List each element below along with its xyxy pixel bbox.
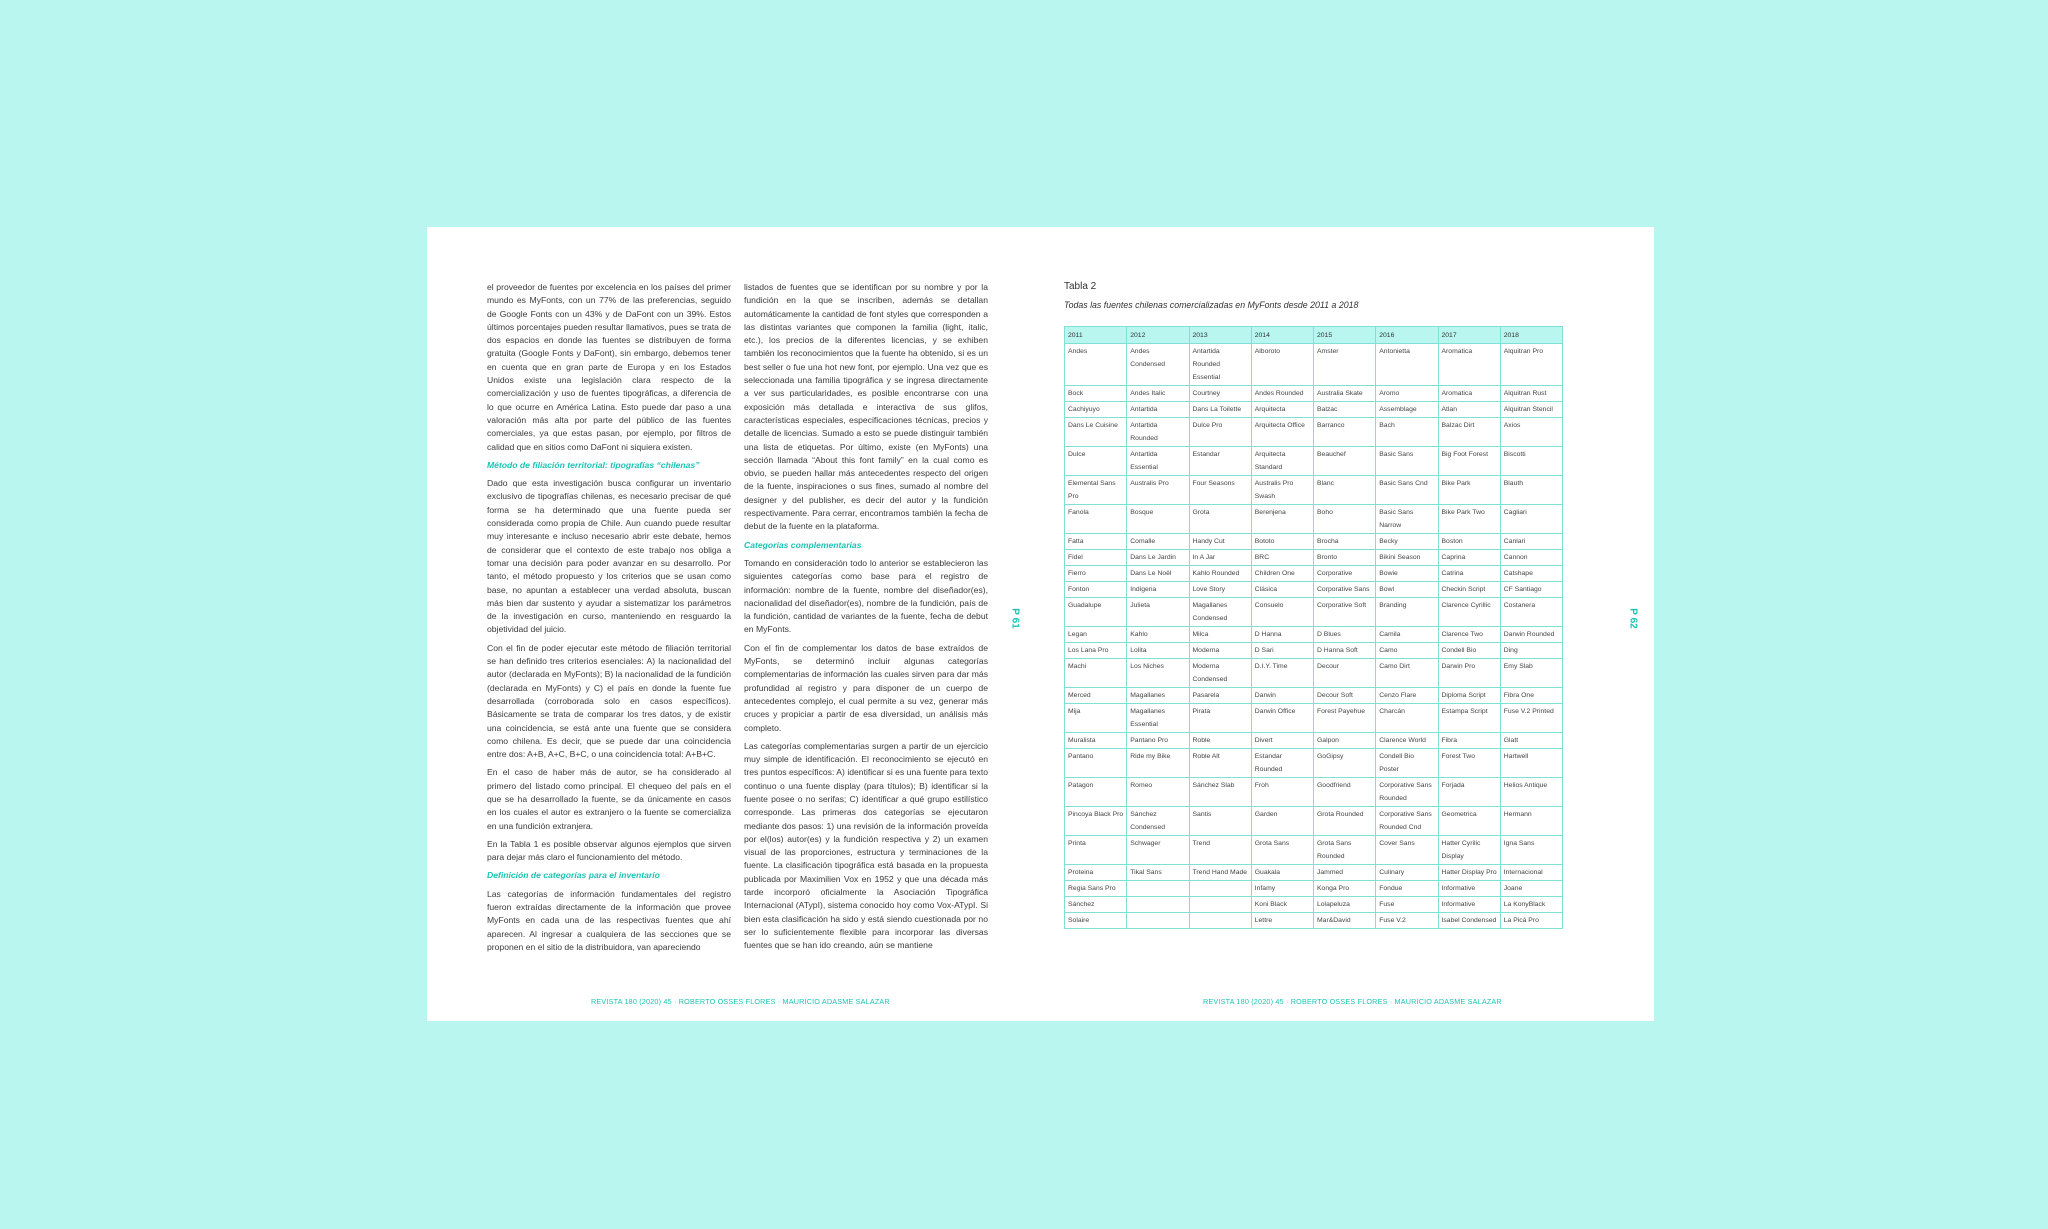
table-row bbox=[1065, 688, 1563, 704]
table-cell: Pirata bbox=[1189, 704, 1251, 733]
table-cell: Alquitran Rust bbox=[1500, 386, 1562, 402]
table-cell: Estandar Rounded bbox=[1251, 749, 1313, 778]
table-cell: Fidel bbox=[1065, 550, 1127, 566]
table-cell: Alboroto bbox=[1251, 344, 1313, 386]
table-cell: Antartida bbox=[1127, 402, 1189, 418]
table-cell: Fuse V.2 Printed bbox=[1500, 704, 1562, 733]
table-cell: Alquitran Stencil bbox=[1500, 402, 1562, 418]
table-cell: Decour bbox=[1314, 659, 1376, 688]
page-footer: REVISTA 180 (2020) 45 · ROBERTO OSSES FLORES · MAURICIO ADASME SALAZAR bbox=[591, 997, 890, 1006]
table-cell: Infamy bbox=[1251, 881, 1313, 897]
table-cell: Hartwell bbox=[1500, 749, 1562, 778]
table-cell: Fibra bbox=[1438, 733, 1500, 749]
column-header: 2011 bbox=[1065, 327, 1127, 344]
table-cell: Fondue bbox=[1376, 881, 1438, 897]
table-cell: Proteina bbox=[1065, 865, 1127, 881]
table-cell: Hatter Display Pro bbox=[1438, 865, 1500, 881]
table-cell: Diploma Script bbox=[1438, 688, 1500, 704]
paragraph: Con el fin de poder ejecutar este método de filiación territorial se han definido tres criterios esenciales: A) la nacionalidad del autor (declarada en MyFonts); B) la nacionalidad de la fundición (declarada en MyFonts) y C) el país en donde la fuente fue desarrollada (corroborada solo en casos específicos). Básicamente se trata de comparar los tres datos, y de existir una coincidencia, se está ante una fuente que se considera como chilena. Es decir, que se puede dar una coincidencia entre dos: A+B, A+C, B+C, o una coincidencia total: A+B+C. bbox=[487, 642, 731, 760]
table-cell: Froh bbox=[1251, 778, 1313, 807]
table-cell: Andes Rounded bbox=[1251, 386, 1313, 402]
table-cell: Decour Soft bbox=[1314, 688, 1376, 704]
table-cell: Konga Pro bbox=[1314, 881, 1376, 897]
table-cell: Consuelo bbox=[1251, 598, 1313, 627]
table-cell: Tikal Sans bbox=[1127, 865, 1189, 881]
table-cell: Bike Park bbox=[1438, 476, 1500, 505]
table-cell: Alquitran Pro bbox=[1500, 344, 1562, 386]
table-cell: Grota Sans bbox=[1251, 836, 1313, 865]
table-row bbox=[1065, 749, 1563, 778]
column-header: 2018 bbox=[1500, 327, 1562, 344]
table-row bbox=[1065, 582, 1563, 598]
table-cell: Andes Italic bbox=[1127, 386, 1189, 402]
table-cell: Los Niches bbox=[1127, 659, 1189, 688]
table-row bbox=[1065, 865, 1563, 881]
table-cell: Courtney bbox=[1189, 386, 1251, 402]
table-cell: D Blues bbox=[1314, 627, 1376, 643]
table-cell: Los Lana Pro bbox=[1065, 643, 1127, 659]
table-cell: Fuse bbox=[1376, 897, 1438, 913]
table-cell: Darwin Pro bbox=[1438, 659, 1500, 688]
table-cell: Catrina bbox=[1438, 566, 1500, 582]
table-cell: Cagliari bbox=[1500, 505, 1562, 534]
table-cell: Brocha bbox=[1314, 534, 1376, 550]
table-cell: Boston bbox=[1438, 534, 1500, 550]
table-row bbox=[1065, 386, 1563, 402]
table-cell: Patagon bbox=[1065, 778, 1127, 807]
table-cell: Machi bbox=[1065, 659, 1127, 688]
table-cell bbox=[1127, 913, 1189, 929]
table-cell: Helios Antique bbox=[1500, 778, 1562, 807]
table-cell: Mar&David bbox=[1314, 913, 1376, 929]
table-cell: D Hanna Soft bbox=[1314, 643, 1376, 659]
page-number: P 61 bbox=[1009, 608, 1021, 629]
table-cell: Love Story bbox=[1189, 582, 1251, 598]
table-cell: Clásica bbox=[1251, 582, 1313, 598]
table-cell: Becky bbox=[1376, 534, 1438, 550]
table-cell: Koni Black bbox=[1251, 897, 1313, 913]
table-cell: Estampa Script bbox=[1438, 704, 1500, 733]
table-cell: Branding bbox=[1376, 598, 1438, 627]
table-cell: Divert bbox=[1251, 733, 1313, 749]
magazine-spread bbox=[427, 227, 1654, 1021]
table-cell: Camo Dirt bbox=[1376, 659, 1438, 688]
table-cell: Emy Slab bbox=[1500, 659, 1562, 688]
table-cell: Basic Sans Cnd bbox=[1376, 476, 1438, 505]
table-row bbox=[1065, 836, 1563, 865]
table-cell: Darwin Office bbox=[1251, 704, 1313, 733]
table-cell: Informative bbox=[1438, 897, 1500, 913]
table-cell: Kahlo Rounded bbox=[1189, 566, 1251, 582]
paragraph: Dado que esta investigación busca configurar un inventario exclusivo de tipografías chilenas, es necesario precisar de qué forma se ha determinado que una fuente pueda ser considerada como propia de Chile. Aun cuando puede resultar muy interesante e incluso necesario abrir este debate, hemos de considerar que el contexto de este trabajo nos obliga a tomar una decisión para poder avanzar en su desarrollo. Por tanto, el método propuesto y los criterios que se usan como base, no apuntan a establecer una verdad absoluta, buscan más bien dar sustento y ayudar a sistematizar los parámetros de la investigación en curso, manteniendo en resguardo la objetividad del juicio. bbox=[487, 478, 731, 635]
table-row bbox=[1065, 598, 1563, 627]
table-cell: Trend Hand Made bbox=[1189, 865, 1251, 881]
table-cell: Merced bbox=[1065, 688, 1127, 704]
table-cell: Forest Payehue bbox=[1314, 704, 1376, 733]
table-row bbox=[1065, 627, 1563, 643]
table-cell: Beauchef bbox=[1314, 447, 1376, 476]
table-cell: Dans Le Noël bbox=[1127, 566, 1189, 582]
table-cell: Blauth bbox=[1500, 476, 1562, 505]
paragraph: Las categorías de información fundamentales del registro fueron extraídas directamente de la información que provee MyFonts en cada una de las respectivas fuentes que ahí aparecen. Al ingresar a cualquiera de las secciones que se proponen en el sitio de la distribuidora, van apareciendo bbox=[487, 888, 731, 952]
table-cell: Balzac Dirt bbox=[1438, 418, 1500, 447]
table-cell: Fibra One bbox=[1500, 688, 1562, 704]
table-cell: Ride my Bike bbox=[1127, 749, 1189, 778]
table-row bbox=[1065, 659, 1563, 688]
table-cell bbox=[1127, 881, 1189, 897]
table-cell: Assemblage bbox=[1376, 402, 1438, 418]
table-cell: Darwin Rounded bbox=[1500, 627, 1562, 643]
table-cell: CF Santiago bbox=[1500, 582, 1562, 598]
table-cell: Bototo bbox=[1251, 534, 1313, 550]
page-61 bbox=[427, 227, 1041, 1021]
table-cell: Condell Bio Poster bbox=[1376, 749, 1438, 778]
table-cell: Bronto bbox=[1314, 550, 1376, 566]
table-cell: Goodfriend bbox=[1314, 778, 1376, 807]
table-cell: Printa bbox=[1065, 836, 1127, 865]
paragraph: En el caso de haber más de autor, se ha considerado al primero del listado como principal. El chequeo del país en el que se ha desarrollado la fuente, se da únicamente en casos en los cuales el autor es extranjero o la fuente se comercializa en una fundición extranjera. bbox=[487, 767, 731, 831]
table-cell: Guakala bbox=[1251, 865, 1313, 881]
table-cell: Andes bbox=[1065, 344, 1127, 386]
table-cell: Hatter Cyrilic Display bbox=[1438, 836, 1500, 865]
table-cell: Lettre bbox=[1251, 913, 1313, 929]
table-cell: Grota bbox=[1189, 505, 1251, 534]
table-cell: Checkin Script bbox=[1438, 582, 1500, 598]
paragraph: Las categorías complementarias surgen a partir de un ejercicio muy simple de identificación. El reconocimiento se ejecutó en tres puntos específicos: A) identificar si es una fuente para texto continuo o una fuente display (para títulos); B) identificar si la fuente posee o no serifas; C) identificar a qué grupo estilístico corresponde. Las primeras dos categorías se ejecutaron mediante dos pasos: 1) una revisión de la información proveída por el(los) autor(es) y la fundición respectiva y 2) un examen visual de las proporciones, estructura y terminaciones de la fuente. La clasificación tipográfica está basada en la propuesta publicada por Maximilien Vox en 1952 y que una década más tarde incorporó oficialmente la Asociación Tipográfica Internacional (ATypI), sistema conocido hoy como Vox-ATypI. Si bien esta clasificación ha sido y está siendo cuestionada por no ser lo suficientemente flexible para incorporar las diversas fuentes que se han ido creando, aún se mantiene bbox=[744, 740, 988, 951]
table-cell: Axios bbox=[1500, 418, 1562, 447]
table-cell: Mija bbox=[1065, 704, 1127, 733]
table-cell: Charcán bbox=[1376, 704, 1438, 733]
table-row bbox=[1065, 566, 1563, 582]
table-cell: D Sari bbox=[1251, 643, 1313, 659]
table-cell: Big Foot Forest bbox=[1438, 447, 1500, 476]
table-cell: Bowl bbox=[1376, 582, 1438, 598]
page-footer: REVISTA 180 (2020) 45 · ROBERTO OSSES FLORES · MAURICIO ADASME SALAZAR bbox=[1203, 997, 1502, 1006]
table-cell: Pincoya Black Pro bbox=[1065, 807, 1127, 836]
table-cell: Igna Sans bbox=[1500, 836, 1562, 865]
table-cell: Forest Two bbox=[1438, 749, 1500, 778]
table-cell: Camo bbox=[1376, 643, 1438, 659]
table-cell: Sánchez bbox=[1065, 897, 1127, 913]
table-cell: Costanera bbox=[1500, 598, 1562, 627]
table-row bbox=[1065, 344, 1563, 386]
table-cell: Roble bbox=[1189, 733, 1251, 749]
table-cell: Biscotti bbox=[1500, 447, 1562, 476]
table-row bbox=[1065, 897, 1563, 913]
table-cell: Barranco bbox=[1314, 418, 1376, 447]
table-cell: Arquitecta Standard bbox=[1251, 447, 1313, 476]
table-cell: Aromatica bbox=[1438, 386, 1500, 402]
table-row bbox=[1065, 447, 1563, 476]
table-cell: Kahlo bbox=[1127, 627, 1189, 643]
table-cell: Dulce bbox=[1065, 447, 1127, 476]
column-header: 2017 bbox=[1438, 327, 1500, 344]
table-cell: Corporative Sans Rounded Cnd bbox=[1376, 807, 1438, 836]
table-cell: GoGipsy bbox=[1314, 749, 1376, 778]
table-cell: Roble Alt bbox=[1189, 749, 1251, 778]
table-row bbox=[1065, 733, 1563, 749]
table-cell: Garden bbox=[1251, 807, 1313, 836]
table-cell: Basic Sans Narrow bbox=[1376, 505, 1438, 534]
table-row bbox=[1065, 913, 1563, 929]
table-cell: Forjada bbox=[1438, 778, 1500, 807]
table-row bbox=[1065, 778, 1563, 807]
table-cell: Dans Le Jardin bbox=[1127, 550, 1189, 566]
table-cell: Fierro bbox=[1065, 566, 1127, 582]
table-row bbox=[1065, 534, 1563, 550]
table-cell: Catshape bbox=[1500, 566, 1562, 582]
table-row bbox=[1065, 550, 1563, 566]
table-cell: Antonietta bbox=[1376, 344, 1438, 386]
table-cell: In A Jar bbox=[1189, 550, 1251, 566]
table-label: Tabla 2 bbox=[1064, 281, 1097, 292]
table-cell: Fuse V.2 bbox=[1376, 913, 1438, 929]
table-cell: Moderna Condensed bbox=[1189, 659, 1251, 688]
table-row bbox=[1065, 807, 1563, 836]
table-cell: Cannon bbox=[1500, 550, 1562, 566]
table-cell: Pantano Pro bbox=[1127, 733, 1189, 749]
page-number: P 62 bbox=[1627, 608, 1639, 629]
table-cell: Dans Le Cuisine bbox=[1065, 418, 1127, 447]
table-cell: Condell Bio bbox=[1438, 643, 1500, 659]
table-cell: Galpon bbox=[1314, 733, 1376, 749]
table-caption: Todas las fuentes chilenas comercializadas en MyFonts desde 2011 a 2018 bbox=[1064, 300, 1359, 310]
table-cell: Balzac bbox=[1314, 402, 1376, 418]
table-cell: D Hanna bbox=[1251, 627, 1313, 643]
page-62 bbox=[1041, 227, 1654, 1021]
table-cell: Culinary bbox=[1376, 865, 1438, 881]
table-cell: Bike Park Two bbox=[1438, 505, 1500, 534]
table-cell bbox=[1189, 881, 1251, 897]
table-cell: Corporative Soft bbox=[1314, 598, 1376, 627]
table-cell: Corporative bbox=[1314, 566, 1376, 582]
table-cell: Grota Sans Rounded bbox=[1314, 836, 1376, 865]
table-row bbox=[1065, 881, 1563, 897]
text-column-1 bbox=[487, 281, 731, 959]
table-cell: Sánchez Slab bbox=[1189, 778, 1251, 807]
table-cell: Handy Cut bbox=[1189, 534, 1251, 550]
table-cell: Antartida Essential bbox=[1127, 447, 1189, 476]
column-header: 2012 bbox=[1127, 327, 1189, 344]
table-cell: Fonton bbox=[1065, 582, 1127, 598]
table-cell: Fanola bbox=[1065, 505, 1127, 534]
table-cell: Cover Sans bbox=[1376, 836, 1438, 865]
column-header: 2015 bbox=[1314, 327, 1376, 344]
table-cell: D.I.Y. Time bbox=[1251, 659, 1313, 688]
table-cell: Lolita bbox=[1127, 643, 1189, 659]
table-cell: Darwin bbox=[1251, 688, 1313, 704]
table-row bbox=[1065, 418, 1563, 447]
table-cell: Indigena bbox=[1127, 582, 1189, 598]
table-cell: Pantano bbox=[1065, 749, 1127, 778]
table-cell: Sánchez Condensed bbox=[1127, 807, 1189, 836]
table-cell: Internacional bbox=[1500, 865, 1562, 881]
table-cell: Milca bbox=[1189, 627, 1251, 643]
table-cell: Atlan bbox=[1438, 402, 1500, 418]
table-cell: Amster bbox=[1314, 344, 1376, 386]
table-cell: Caprina bbox=[1438, 550, 1500, 566]
table-cell: Geometrica bbox=[1438, 807, 1500, 836]
table-cell: Cachiyuyo bbox=[1065, 402, 1127, 418]
table-cell: Basic Sans bbox=[1376, 447, 1438, 476]
table-cell: Bach bbox=[1376, 418, 1438, 447]
table-cell: Isabel Condensed bbox=[1438, 913, 1500, 929]
table-cell: Romeo bbox=[1127, 778, 1189, 807]
table-cell: Dulce Pro bbox=[1189, 418, 1251, 447]
section-heading: Categorías complementarias bbox=[744, 539, 862, 550]
table-cell: Corporative Sans bbox=[1314, 582, 1376, 598]
table-cell: Lolapeluza bbox=[1314, 897, 1376, 913]
table-cell: Guadalupe bbox=[1065, 598, 1127, 627]
table-cell: Australis Pro Swash bbox=[1251, 476, 1313, 505]
table-cell: Magallanes Condensed bbox=[1189, 598, 1251, 627]
table-cell: Schwager bbox=[1127, 836, 1189, 865]
table-row bbox=[1065, 643, 1563, 659]
table-cell: BRC bbox=[1251, 550, 1313, 566]
table-cell: Australis Pro bbox=[1127, 476, 1189, 505]
table-cell: Clarence Cyrillic bbox=[1438, 598, 1500, 627]
table-cell: Legan bbox=[1065, 627, 1127, 643]
table-cell: Children One bbox=[1251, 566, 1313, 582]
table-cell: Santis bbox=[1189, 807, 1251, 836]
table-cell: Solaire bbox=[1065, 913, 1127, 929]
table-cell: Trend bbox=[1189, 836, 1251, 865]
table-row bbox=[1065, 505, 1563, 534]
table-cell: Glatt bbox=[1500, 733, 1562, 749]
table-cell: Arquitecta Office bbox=[1251, 418, 1313, 447]
table-cell: Camila bbox=[1376, 627, 1438, 643]
paragraph: listados de fuentes que se identifican por su nombre y por la fundición en la que se inscriben, además se detallan automáticamente la cantidad de font styles que corresponden a las distintas variantes que componen la familia (light, italic, etc.), los precios de la diferentes licencias, y se exhiben también los reconocimientos que la fuente ha obtenido, si es un best seller o fue una hot new font, por ejemplo. Una vez que es seleccionada una familia tipográfica y se ingresa directamente a ver sus particularidades, es posible encontrarse con una exposición más detallada e interactiva de sus glifos, características especiales, especificaciones técnicas, precios y detalle de licencias. Sumado a esto se puede distinguir también una lista de etiquetas. Por último, existe (en MyFonts) una sección llamada “About this font family” en la cual como es obvio, se pueden hallar más antecedentes respecto del origen de la fuente, inspiraciones o sus fines, sumado al nombre del designer y del publisher, es decir del autor y la fundición respectivamente. Para cerrar, encontramos también la fecha de debut de la fuente en la plataforma. bbox=[744, 282, 988, 532]
table-cell: Moderna bbox=[1189, 643, 1251, 659]
table-cell: Aromo bbox=[1376, 386, 1438, 402]
table-cell: Blanc bbox=[1314, 476, 1376, 505]
table-cell: Elemental Sans Pro bbox=[1065, 476, 1127, 505]
table-cell: Andes Condensed bbox=[1127, 344, 1189, 386]
column-header: 2013 bbox=[1189, 327, 1251, 344]
section-heading: Método de filiación territorial: tipografías “chilenas” bbox=[487, 459, 700, 470]
table-header-row bbox=[1065, 327, 1563, 344]
chilean-fonts-table bbox=[1064, 326, 1563, 929]
paragraph: En la Tabla 1 es posible observar algunos ejemplos que sirven para dejar más claro el funcionamiento del método. bbox=[487, 838, 731, 863]
table-cell: Antartida Rounded Essential bbox=[1189, 344, 1251, 386]
table-cell: Canlari bbox=[1500, 534, 1562, 550]
table-cell: Joane bbox=[1500, 881, 1562, 897]
table-cell: Fatta bbox=[1065, 534, 1127, 550]
table-cell: Magallanes Essential bbox=[1127, 704, 1189, 733]
table-cell: Four Seasons bbox=[1189, 476, 1251, 505]
table-row bbox=[1065, 476, 1563, 505]
table-row bbox=[1065, 704, 1563, 733]
table-cell: Australia Skate bbox=[1314, 386, 1376, 402]
table-cell: Bikini Season bbox=[1376, 550, 1438, 566]
column-header: 2014 bbox=[1251, 327, 1313, 344]
table-cell: Antartida Rounded bbox=[1127, 418, 1189, 447]
table-row bbox=[1065, 402, 1563, 418]
paragraph: el proveedor de fuentes por excelencia en los países del primer mundo es MyFonts, con un 77% de las preferencias, seguido de Google Fonts con un 43% y de DaFont con un 39%. Estos últimos porcentajes pueden resultar llamativos, pues se trata de dos espacios en donde las fuentes se distribuyen de forma gratuita (Google Fonts y DaFont), sin embargo, debemos tener en cuenta que en gran parte de Europa y en los Estados Unidos existe una legislación clara respecto de la comercialización y uso de fuentes tipográficas, a diferencia de lo que ocurre en América Latina. Esto puede dar paso a una valoración más alta por parte del público de las fuentes comerciales, ya que estas pasan, por ejemplo, por filtros de calidad que en sitios como DaFont ni siquiera existen. bbox=[487, 282, 731, 452]
table-cell: Magallanes bbox=[1127, 688, 1189, 704]
table-cell: Clarence World bbox=[1376, 733, 1438, 749]
table-cell: Hermann bbox=[1500, 807, 1562, 836]
table-cell: Ding bbox=[1500, 643, 1562, 659]
table-cell: Jammed bbox=[1314, 865, 1376, 881]
table-cell: Boho bbox=[1314, 505, 1376, 534]
table-cell: Comalle bbox=[1127, 534, 1189, 550]
table-cell: La KonyBlack bbox=[1500, 897, 1562, 913]
table-cell: Aromatica bbox=[1438, 344, 1500, 386]
table-cell: Clarence Two bbox=[1438, 627, 1500, 643]
table-cell: Corporative Sans Rounded bbox=[1376, 778, 1438, 807]
table-cell bbox=[1127, 897, 1189, 913]
table-cell: Muralista bbox=[1065, 733, 1127, 749]
table-cell: La Picá Pro bbox=[1500, 913, 1562, 929]
table-cell bbox=[1189, 897, 1251, 913]
paragraph: Tomando en consideración todo lo anterior se establecieron las siguientes categorías como base para el registro de información: nombre de la fuente, nombre del diseñador(es), nacionalidad del diseñador(es), nombre de la fundición, país de la fundición, cantidad de variantes de la fuente, fecha de debut en MyFonts. bbox=[744, 557, 988, 635]
table-cell: Arquitecta bbox=[1251, 402, 1313, 418]
table-cell: Grota Rounded bbox=[1314, 807, 1376, 836]
table-cell: Bock bbox=[1065, 386, 1127, 402]
table-cell: Berenjena bbox=[1251, 505, 1313, 534]
table-cell: Cenzo Flare bbox=[1376, 688, 1438, 704]
column-header: 2016 bbox=[1376, 327, 1438, 344]
table-cell: Estandar bbox=[1189, 447, 1251, 476]
table-cell: Bosque bbox=[1127, 505, 1189, 534]
table-cell: Julieta bbox=[1127, 598, 1189, 627]
section-heading: Definición de categorías para el inventario bbox=[487, 870, 660, 881]
table-cell: Bowie bbox=[1376, 566, 1438, 582]
table-cell: Regia Sans Pro bbox=[1065, 881, 1127, 897]
table-cell: Dans La Toilette bbox=[1189, 402, 1251, 418]
paragraph: Con el fin de complementar los datos de base extraídos de MyFonts, se determinó incluir algunas categorías complementarias de información las cuales sirven para dar más profundidad al registro y para disponer de un cuerpo de antecedentes complejo, el cual permite a su vez, generar más cruces y propiciar a partir de esa diversidad, un análisis más completo. bbox=[744, 642, 988, 733]
text-column-2 bbox=[744, 281, 988, 958]
table-cell: Informative bbox=[1438, 881, 1500, 897]
table-cell bbox=[1189, 913, 1251, 929]
table-cell: Pasarela bbox=[1189, 688, 1251, 704]
